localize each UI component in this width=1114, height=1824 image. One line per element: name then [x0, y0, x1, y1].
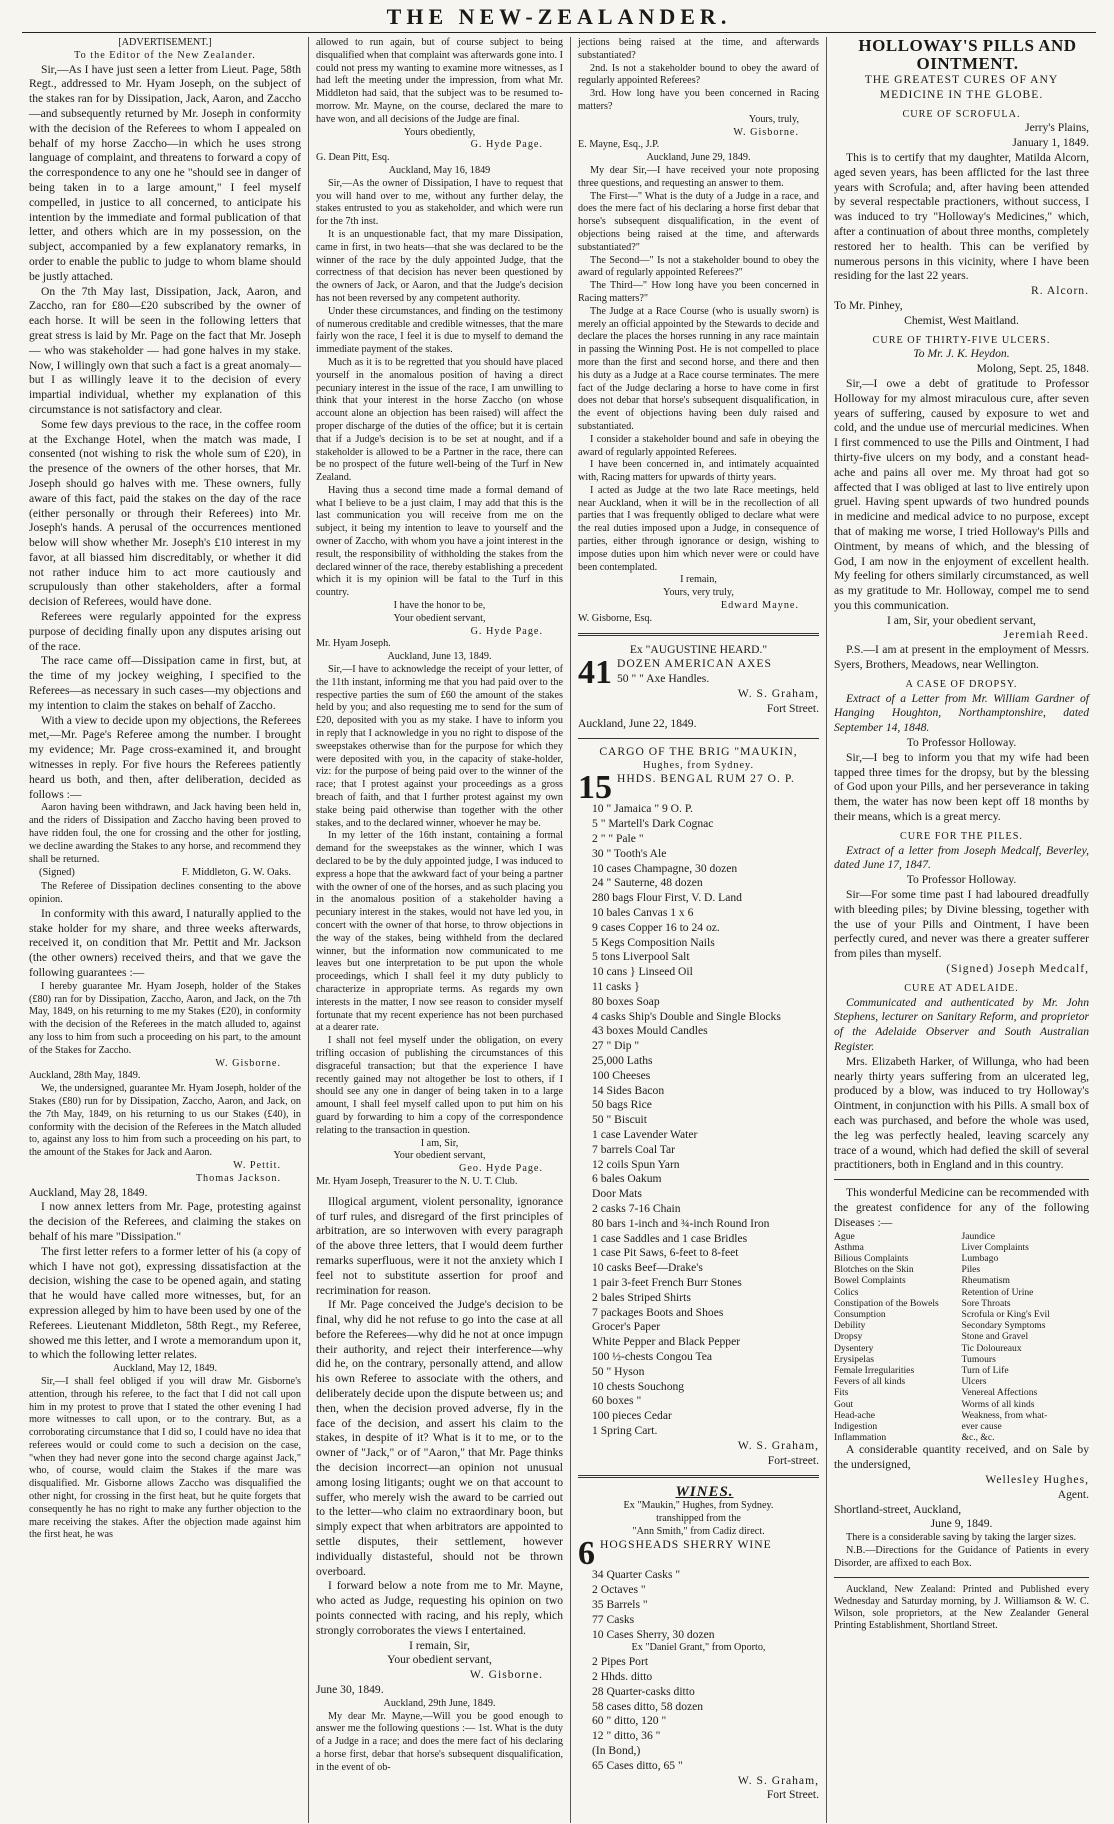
ad-dropcap: 6	[578, 1538, 595, 1569]
letter: I acted as Judge at the two late Race meetings, held near Auckland, when it will be in the recollection of all parties that I was frequently obliged to declare what were the real duties imposed upon a Judge, in consequence of parties, either through ignorance or design, wishing to impose duties upon him which never were or could have been contemplated.	[578, 484, 819, 573]
signature: G. Hyde Page.	[470, 139, 543, 151]
ad-line: 10 Cases Sherry, 30 dozen	[592, 1627, 715, 1641]
ad-subheading: Ex "Maukin," Hughes, from Sydney.	[623, 1500, 774, 1512]
disease-item: Weakness, from what-	[961, 1409, 1048, 1421]
dateline: Auckland, May 12, 1849.	[112, 1363, 218, 1375]
cargo-item: 27 " Dip "	[592, 1039, 640, 1053]
testimonial: Mrs. Elizabeth Harker, of Willunga, who had been nearly thirty years suffering from an ulcerated leg, produced by a blow, was induced to try Holloway's Ointment, in conjunction with his Pills. A small box of each was purchased, and before the whole was used, the leg was perfectly healed, leaving scarcely any trace of a wound, which had defied the skill of several practitioners, both in England and in this country.	[834, 1054, 1089, 1172]
paragraph: Sir,—As I have just seen a letter from Lieut. Page, 58th Regt., addressed to Mr. Hyam Joseph, on the subject of the stakes ran for by Dissipation, Jack, Aaron, and Zaccho—and subsequently returned by Mr. Joseph in conformity with the decision of the Referees to whom I appealed on behalf of my horse Zaccho—in which he uses strong language of complaint, and threatens to forward a copy of the correspondence to any one he "should see in danger of being taken in to a large amount," I feel myself compelled, in justice to all concerned, to anticipate his intention by the immediate and formal publication of that letter, and others which are in my possession, on the subject, accompanied by a few explanatory remarks, in order to enable the public to judge to whom blame should be justly attached.	[29, 62, 301, 283]
testimonial: Sir,—I beg to inform you that my wife had been tapped three times for the dropsy, but by the blessing of God upon your Pills, and her perseverance in taking them, the water has now been kept off 18 months by their means, which is a great mercy.	[834, 750, 1089, 824]
signature: W. S. Graham,	[737, 1773, 819, 1787]
ad-heading: WINES.	[675, 1484, 734, 1501]
cargo-item: 4 casks Ship's Double and Single Blocks	[592, 1009, 781, 1023]
cargo-item: 7 packages Boots and Shoes	[592, 1305, 724, 1319]
disease-item: Liver Complaints	[961, 1241, 1029, 1253]
cargo-item: 25,000 Laths	[592, 1053, 653, 1067]
decision-signatures	[29, 866, 301, 881]
extract-intro: Communicated and authenticated by Mr. John Stephens, lecturer on Sanitary Reform, and proprietor of the Adelaide Observer and South Australian Register.	[834, 995, 1089, 1053]
paragraph: The Referee of Dissipation declines consenting to the above opinion.	[29, 881, 301, 906]
column-3	[570, 37, 826, 1823]
wine-item: 2 Pipes Port	[592, 1655, 649, 1669]
cargo-item: 1 case Pit Saws, 6-feet to 8-feet	[592, 1246, 739, 1260]
question: 3rd. How long have you been concerned in Racing matters?	[578, 88, 819, 112]
letter-continued: allowed to run again, but of course subject to being disqualified when that complaint was afterwards gone into. I could not press my wanting to examine more witnesses, as I had left the meeting under the impression, from what Mr. Middleton had said, that the subject was to be resumed to-morrow. Mr. Mayne, on the course, declared the mare to have won, and all decisions of the Judge are final.	[316, 37, 563, 125]
cargo-item: 10 casks Beef—Drake's	[592, 1261, 703, 1275]
closing: I am, Sir,	[420, 1137, 459, 1149]
section-heading: CURE OF THIRTY-FIVE ULCERS.	[872, 334, 1051, 346]
wine-item: 2 Octaves "	[592, 1583, 646, 1597]
section-heading: A CASE OF DROPSY.	[905, 678, 1018, 690]
referee-decision: Aaron having been withdrawn, and Jack having been held in, and the riders of Dissipation and Zaccho having been proved to have ridden foul, the one for crossing and the other for jostling, we decline awarding the Stakes to any horse, and recommend they shall be returned.	[29, 802, 301, 865]
section-heading: CURE FOR THE PILES.	[900, 830, 1023, 842]
ad-line: HOGSHEADS SHERRY WINE	[600, 1538, 772, 1552]
testimonial: This is to certify that my daughter, Matilda Alcorn, aged seven years, has been afflicted for the last three years with Scrofula; and, after having been attended by several respectable practioners, without success, I was induced to try "Holloway's Medicines," which, after a continuation of about three months, completely restored her to health. This can be verified by numerous persons in this vicinity, where I have been residing for the last 22 years.	[834, 150, 1089, 283]
cargo-item: 2 " " Pale "	[592, 832, 644, 846]
addressee: To Mr. Pinhey,	[834, 298, 903, 312]
cargo-item: Door Mats	[592, 1187, 642, 1201]
divider	[578, 633, 819, 636]
ad-subtitle: MEDICINE IN THE GLOBE.	[879, 87, 1044, 101]
cargo-item: 1 Spring Cart.	[592, 1423, 658, 1437]
letter-address: To the Editor of the New Zealander.	[74, 49, 256, 61]
disease-item: &c., &c.	[961, 1432, 995, 1444]
disease-item: Erysipelas	[834, 1353, 874, 1365]
paragraph: I forward below a note from me to Mr. Mayne, who acted as Judge, requesting his opinion on two points connected with racing, and his reply, which strongly corroborates the views I entertained.	[316, 1579, 563, 1637]
closing: I remain,	[680, 574, 717, 586]
disease-item: Lumbago	[961, 1252, 999, 1264]
dateline: Auckland, May 16, 1849	[388, 164, 491, 176]
dateline: June 9, 1849.	[930, 1517, 993, 1531]
disease-item: Debility	[834, 1320, 866, 1332]
signature: (Signed) Joseph Medcalf,	[946, 962, 1089, 976]
signature-title: Agent.	[1057, 1487, 1089, 1501]
letter: It is an unquestionable fact, that my mare Dissipation, came in first, in two heats—that she was declared to be the winner of the race by the duly appointed Judge, that the correctness of that decision has never been questioned by the owners of Jack, or Aaron, and that the Judge's decision has not been reversed by any competent authority.	[316, 228, 563, 304]
address: Fort Street.	[766, 702, 819, 716]
disease-item: Blotches on the Skin	[834, 1264, 914, 1276]
letter: Sir,—I shall feel obliged if you will draw Mr. Gisborne's attention, through his referee, to the fact that I did not call upon him in my protest to prove that I stated the other evening I had more witnesses to call upon, or to the contrary. But, as a corroborating circumstance that I did so, I could have no idea that referees would or could come to such a decision on the case, "when they had never gone into the second charge against Jack," who, of course, would claim the Stakes if the mare was disqualified. Mr. Gisborne allows Zaccho was disqualified the other night, for crossing in the first heat, but he quite forgets that consequently he has no right to make any further objection to the mare receiving the stakes. After the objection made against him the first heat, he was	[29, 1375, 301, 1541]
signature: W. Gisborne.	[215, 1057, 281, 1069]
wine-item: (In Bond,)	[592, 1744, 641, 1758]
note: There is a considerable saving by taking the larger sizes.	[846, 1532, 1077, 1544]
axes-ad	[578, 657, 819, 687]
disease-item: Indigestion	[834, 1421, 878, 1433]
place: Jerry's Plains,	[1025, 121, 1089, 135]
signed-label: (Signed)	[39, 867, 75, 879]
cargo-item: 80 bars 1-inch and ¾-inch Round Iron	[592, 1216, 770, 1230]
ad-line: 50 " " Axe Handles.	[617, 672, 710, 686]
question: 2nd. Is not a stakeholder bound to obey the award of regularly appointed Referees?	[578, 62, 819, 87]
guarantee: We, the undersigned, guarantee Mr. Hyam Joseph, holder of the Stakes (£80) run for by Dissipation, Zaccho, Aaron, and Jack, on the 7th May, 1849, on his returning to us our Stakes (£40), in conformity with the decision of the Referees in the Match alluded to, against any loss to him from such a proceeding on his part, to the amount of the Stakes for Jack and Aaron.	[29, 1083, 301, 1159]
signature: W. Pettit.	[233, 1159, 281, 1171]
address: Fort-street.	[767, 1453, 819, 1467]
ad-subheading: transhipped from the	[656, 1512, 741, 1524]
disease-item: Secondary Symptoms	[961, 1320, 1046, 1332]
cargo-item: 10 " Jamaica " 9 O. P.	[592, 802, 693, 816]
disease-item: Head-ache	[834, 1409, 876, 1421]
cargo-item: 60 boxes "	[592, 1394, 642, 1408]
ad-line: DOZEN AMERICAN AXES	[617, 657, 772, 671]
letter: I have been concerned in, and intimately acquainted with, Racing matters for upwards of thirty years.	[578, 459, 819, 484]
paragraph: Some few days previous to the race, in the coffee room at the Exchange Hotel, when the match was made, I consented (not wishing to risk the whole sum of £20), in the presence of the owners of the other horses, that Mr. Joseph should go halves with me. These owners, fully aware of this fact, paid the stakes on the day of the race (either personally or through their Referees) into Mr. Joseph's hands. A perusal of the occurrences mentioned below will show whether Mr. Joseph's £10 interest in my favor, at all biassed him discreditably, or whether it did not rather induce him to act more cautiously and scrupulously than other stakeholders, after a formal decision of Referees, would have done.	[29, 417, 301, 609]
addressee: To Professor Holloway.	[906, 873, 1017, 887]
signature: Geo. Hyde Page.	[458, 1163, 543, 1175]
letter: The First—" What is the duty of a Judge in a race, and does the mere fact of his declaring a horse first debar that horse's subsequent disqualification, in the event of objections being raised at the time, and afterwards substantiated?"	[578, 190, 819, 253]
wine-item: 12 " ditto, 36 "	[592, 1729, 661, 1743]
divider	[578, 1475, 819, 1478]
paragraph: If Mr. Page conceived the Judge's decision to be final, why did he not refuse to go into the case at all before the Referees—why did he not at once impugn their authority, and reject their interference—why did he, on the contrary, personally attend, and allow his own Referee to associate with the others, and deliberately decide upon the dispute between us; and then, when the decision proved adverse, fly in the face of the decision, and assert his claim to the stakes, in despite of it? What is it to me, or to the owner of "Jack," or of "Aaron," that Mr. Page thinks the decision incorrect—an opinion not unusual among losing litigants; ought we on that account to suffer, who merely wish the award to be carried out to the letter—who claim no extraordinary boon, but simply expect that when arbitrators are appointed to settle disputes, their settlement, however individually distasteful, should not be thrown overboard.	[316, 1298, 563, 1578]
letter: Having thus a second time made a formal demand of what I believe to be a just claim, I may add that this is the last communication you will receive from me on the subject, it being my intention to leave to yourself and the owner of Zaccho, with whom you have a joint interest in the result, the responsibility of withholding the stakes from the declared winner of the race, thereby establishing a precedent which it is my opinion will be fatal to the Turf in this country.	[316, 484, 563, 599]
paragraph: A considerable quantity received, and on Sale by the undersigned,	[834, 1443, 1089, 1472]
ad-dropcap: 15	[578, 772, 612, 803]
extract-intro: Extract of a letter from Joseph Medcalf, Beverley, dated June 17, 1847.	[834, 843, 1089, 872]
addressee: Mr. Hyam Joseph.	[316, 638, 391, 650]
closing: I am, Sir, your obedient servant,	[887, 613, 1036, 627]
disease-item: Jaundice	[961, 1230, 996, 1242]
signature: Wellesley Hughes,	[985, 1473, 1089, 1487]
paragraph: This wonderful Medicine can be recommended with the greatest confidence for any of the following Diseases :—	[834, 1186, 1089, 1229]
signature: W. S. Graham,	[737, 687, 819, 701]
dateline: Molong, Sept. 25, 1848.	[976, 362, 1089, 376]
signature: R. Alcorn.	[1031, 284, 1089, 298]
paragraph: Illogical argument, violent personality, ignorance of turf rules, and disregard of the first principles of arbitration, are so interwoven with every paragraph of the above three letters, that I would deem further remarks superfluous, were it not the anxiety which I feel not to substitute assertion for proof and recrimination for reason.	[316, 1194, 563, 1297]
cargo-item: 5 tons Liverpool Salt	[592, 950, 690, 964]
letter: Sir,—I have to acknowledge the receipt of your letter, of the 11th instant, informing me that you had paid over to the respective parties the sum of £60 the amount of the stakes held by you; and also requesting me to send for the sum of £20, deposited with you as my stake. I have to inform you in reply that I acknowledge in you no right to dispose of the sweepstakes otherwise than for the purpose for which they were deposited with you, in the capacity of stake-holder, viz: for the purpose of being paid over to the winner of the race; that I protest against your proceedings as a gross breach of faith, and that I further protest against my own stake being paid otherwise than together with the other stakes, and to the declared winner, whoever he may be.	[316, 664, 563, 829]
disease-item: Bowel Complaints	[834, 1275, 906, 1287]
disease-item: Asthma	[834, 1241, 864, 1253]
disease-item: Turn of Life	[961, 1365, 1009, 1376]
cargo-item: 7 barrels Coal Tar	[592, 1142, 676, 1156]
cargo-item: 2 casks 7-16 Chain	[592, 1201, 681, 1215]
cargo-item: 50 " Hyson	[592, 1364, 645, 1378]
closing: Yours, very truly,	[663, 587, 734, 599]
ad-subtitle: THE GREATEST CURES OF ANY	[864, 73, 1059, 86]
cargo-item: 30 " Tooth's Ale	[592, 846, 667, 860]
column-2	[308, 37, 570, 1823]
wine-item: 77 Casks	[592, 1612, 635, 1626]
cargo-item: 11 casks }	[592, 980, 640, 993]
disease-item: Worms of all kinds	[961, 1398, 1035, 1410]
signature: W. Gisborne.	[469, 1668, 543, 1682]
disease-item: Dropsy	[834, 1331, 863, 1343]
cargo-item: 5 " Martell's Dark Cognac	[592, 817, 714, 831]
extract-intro: Extract of a Letter from Mr. William Gardner of Hanging Houghton, Northamptonshire, dated September 14, 1848.	[834, 691, 1089, 735]
section-heading: CURE AT ADELAIDE.	[904, 982, 1019, 994]
ad-title: HOLLOWAY'S PILLS AND	[858, 37, 1077, 55]
columns	[22, 37, 1096, 1823]
disease-item: Retention of Urine	[961, 1286, 1034, 1298]
signature: W. S. Graham,	[737, 1438, 819, 1452]
address: Shortland-street, Auckland,	[834, 1502, 962, 1516]
testimonial: Sir—For some time past I had laboured dreadfully with bleeding piles; by Divine blessing, together with the use of your Pills and Ointment, I have been perfectly cured, and never was there a greater sufferer from piles than myself.	[834, 888, 1089, 961]
paragraph: I now annex letters from Mr. Page, protesting against the decision of the Referees, and claiming the stakes on behalf of his mare "Dissipation."	[29, 1200, 301, 1243]
disease-item: Female Irregularities	[834, 1365, 915, 1376]
addressee: To Mr. J. K. Heydon.	[913, 347, 1010, 361]
cargo-item: 12 coils Spun Yarn	[592, 1157, 680, 1171]
cargo-item: 100 pieces Cedar	[592, 1409, 672, 1423]
dateline: Auckland, 29th June, 1849.	[383, 1697, 496, 1709]
signature: G. Hyde Page.	[470, 625, 543, 637]
disease-item: Sore Throats	[961, 1297, 1011, 1309]
disease-item: Fevers of all kinds	[834, 1376, 906, 1388]
cargo-item: White Pepper and Black Pepper	[592, 1335, 741, 1349]
paragraph: The race came off—Dissipation came in first, but, at the time of my jockey weighing, I specified to the Referees—as necessary in such cases—my objections and my intention to claim the stakes on behalf of Zaccho.	[29, 654, 301, 712]
dateline: Auckland, June 22, 1849.	[578, 717, 697, 731]
section-heading: CURE OF SCROFULA.	[902, 108, 1021, 120]
disease-item: ever cause	[961, 1421, 1002, 1433]
paragraph: Referees were regularly appointed for the express purpose of deciding finally upon any disputes arising out of the race.	[29, 610, 301, 653]
disease-item: Tumours	[961, 1353, 996, 1365]
wine-item: 60 " ditto, 120 "	[592, 1714, 667, 1728]
disease-item: Constipation of the Bowels	[834, 1297, 939, 1309]
disease-item: Stone and Gravel	[961, 1331, 1029, 1343]
signature: Thomas Jackson.	[195, 1172, 281, 1184]
closing: I have the honor to be,	[393, 600, 486, 612]
closing: Your obedient servant,	[393, 1150, 486, 1162]
cargo-item: 10 chests Souchong	[592, 1379, 685, 1393]
signature: Edward Mayne.	[720, 600, 799, 612]
disease-item: Gout	[834, 1398, 854, 1410]
cargo-item: 50 " Biscuit	[592, 1113, 647, 1127]
note: N.B.—Directions for the Guidance of Patients in every Disorder, are affixed to each Box.	[834, 1545, 1089, 1569]
addressee: W. Gisborne, Esq.	[578, 612, 653, 624]
closing: I remain, Sir,	[409, 1638, 470, 1652]
cargo-item: 80 boxes Soap	[592, 994, 660, 1008]
cargo-list	[578, 802, 819, 1438]
advertisement-tag: [ADVERTISEMENT.]	[118, 37, 212, 48]
cargo-item: 9 cases Copper 16 to 24 oz.	[592, 920, 720, 934]
disease-item: Colics	[834, 1286, 859, 1298]
guarantee: I hereby guarantee Mr. Hyam Joseph, holder of the Stakes (£80) ran for by Dissipation, Zaccho, Aaron, and Jack, on the 7th May, 1849, on his returning to me my Stakes (£20), in conformity with the decision of the Referees in the match alluded to, against any loss to him from such a proceeding on his part, to the amount of the Stakes for Zaccho.	[29, 980, 301, 1056]
letter: I consider a stakeholder bound and safe in obeying the award of regularly appointed Referees.	[578, 433, 819, 458]
cargo-item: 10 bales Canvas 1 x 6	[592, 906, 694, 920]
cargo-item: 2 bales Striped Shirts	[592, 1290, 691, 1304]
divider	[834, 1179, 1089, 1180]
cargo-item: 1 pair 3-feet French Burr Stones	[592, 1275, 742, 1289]
wine-item: 2 Hhds. ditto	[592, 1670, 653, 1684]
masthead: THE NEW-ZEALANDER.	[22, 4, 1096, 33]
paragraph: In conformity with this award, I naturally applied to the stake holder for my share, and three weeks afterwards, received it, on condition that Mr. Pettit and Mr. Jackson (the other owners) received theirs, and that we gave the following guarantees :—	[29, 906, 301, 979]
cargo-item: 100 Cheeses	[592, 1068, 651, 1082]
cargo-item: 1 case Saddles and 1 case Bridles	[592, 1231, 748, 1245]
wine-item: 58 cases ditto, 58 dozen	[592, 1699, 704, 1713]
cargo-item: 1 case Lavender Water	[592, 1127, 698, 1141]
letter: Sir,—As the owner of Dissipation, I have to request that you will hand over to me, without any further delay, the stakes entrusted to you as stakeholder, and which were run for the 7th inst.	[316, 177, 563, 228]
letter: The Third—" How long have you been concerned in Racing matters?"	[578, 280, 819, 304]
wines-list-2	[578, 1655, 819, 1773]
signature: Jeremiah Reed.	[1003, 628, 1089, 642]
cargo-first-line	[578, 772, 819, 802]
disease-item: Consumption	[834, 1308, 886, 1320]
diseases-table	[834, 1231, 1089, 1444]
closing: Yours, truly,	[748, 113, 799, 125]
cargo-item: 6 bales Oakum	[592, 1172, 662, 1186]
cargo-item: 24 " Sauterne, 48 dozen	[592, 876, 703, 890]
disease-item: Ulcers	[961, 1376, 987, 1388]
diseases-left	[834, 1231, 962, 1444]
disease-item: Venereal Affections	[961, 1387, 1038, 1399]
closing: Your obedient servant,	[387, 1653, 492, 1667]
cargo-item: 14 Sides Bacon	[592, 1083, 665, 1097]
letter-continued: jections being raised at the time, and afterwards substantiated?	[578, 37, 819, 61]
addressee: E. Mayne, Esq., J.P.	[578, 139, 660, 151]
wines-first-line	[578, 1538, 819, 1568]
dateline: January 1, 1849.	[1012, 136, 1089, 150]
cargo-item: Grocer's Paper	[592, 1320, 661, 1334]
letter: The Second—" Is not a stakeholder bound to obey the award of regularly appointed Referees?"	[578, 254, 819, 279]
wine-item: 34 Quarter Casks "	[592, 1568, 681, 1582]
ad-line: HHDS. BENGAL RUM 27 O. P.	[617, 772, 795, 786]
cargo-item: 50 bags Rice	[592, 1098, 652, 1112]
dateline: Auckland, May 28, 1849.	[29, 1185, 148, 1199]
disease-item: Rheumatism	[961, 1275, 1010, 1287]
wines-list	[578, 1568, 819, 1627]
ad-heading: CARGO OF THE BRIG "MAUKIN,	[599, 744, 798, 758]
cargo-item: 43 boxes Mould Candles	[592, 1024, 708, 1038]
disease-item: Dysentery	[834, 1342, 874, 1354]
dateline: Auckland, June 13, 1849.	[387, 651, 492, 663]
signature: W. Gisborne.	[733, 126, 799, 138]
wine-item: 35 Barrels "	[592, 1598, 648, 1612]
column-1	[22, 37, 308, 1823]
letter: In my letter of the 16th instant, containing a formal demand for the sweepstakes as the winner, which I was declared to be by the duly appointed judge, I was induced to express a hope that the awkward fact of your being a partner with the owner of one of the horses, and as such placing you in the anomalous position of a stakeholder having a pecuniary interest in the stakes, would not have led you, in concert with the owner of that horse, to throw objections in the way of the stakes, being withheld from the declared winner, but the information now communicated to me leaves but one interpretation to be put upon the whole proceedings, which I shall feel it my duty publicly to characterize in appropriate terms. As regards my own interests in the matter, I now see reason to consider myself fortunate that my recent experience has not been purchased at a dearer rate.	[316, 830, 563, 1034]
closing: Yours obediently,	[403, 126, 476, 138]
cargo-item: 5 Kegs Composition Nails	[592, 935, 715, 949]
diseases-right	[962, 1231, 1090, 1444]
ad-subheading: Hughes, from Sydney.	[642, 759, 754, 771]
disease-item: Bilious Complaints	[834, 1252, 909, 1264]
dateline: June 30, 1849.	[316, 1683, 384, 1697]
disease-item: Scrofula or King's Evil	[961, 1308, 1050, 1320]
disease-item: Tic Doloureaux	[961, 1342, 1022, 1354]
column-4	[826, 37, 1096, 1823]
closing: Your obedient servant,	[393, 612, 486, 624]
divider	[834, 1577, 1089, 1578]
wine-item: 28 Quarter-casks ditto	[592, 1684, 695, 1698]
disease-item: Piles	[961, 1264, 981, 1276]
cargo-item: 280 bags Flour First, V. D. Land	[592, 891, 742, 905]
cargo-item: 10 cans } Linseed Oil	[592, 965, 693, 979]
letter: I shall not feel myself under the obligation, on every trifling occasion of publishing the circumstances of this disgraceful transaction; but that the experience I have recently gained may not altogether be lost to others, if I should see any one in danger of being taken in to a large amount, I shall feel myself called upon to put him on his guard by forwarding to him a copy of the correspondence relating to the transaction in question.	[316, 1035, 563, 1136]
cargo-item: 10 cases Champagne, 30 dozen	[592, 861, 738, 875]
letter: Much as it is to be regretted that you should have placed yourself in the anomalous position of having a direct pecuniary interest in the issue of the race, I am unwilling to think that your interest in the horse Zaccho (on whose account alone an objection has been raised) will affect the proper discharge of the duties of the office; but it is certain that if a Judge's decision is to be set at nought, and if a stakeholder is allowed to be a Partner in the race, there can be no prospect of the future well-being of the Turf in New Zealand.	[316, 356, 563, 484]
signature: F. Middleton, G. W. Oaks.	[181, 867, 291, 879]
disease-item: Ague	[834, 1230, 855, 1242]
paragraph: On the 7th May last, Dissipation, Jack, Aaron, and Zaccho, ran for £80—£20 subscribed by the owner of each horse. It will be seen in the following letters that great stress is laid by Mr. Page on the fact that Mr. Joseph— who was stakeholder — had gone halves in my stake. Now, I willingly own that such a fact is a great anomaly—but I as willingly leave it to the decision of every impartial individual, whether my explanation of this circumstance is not satisfactory and clear.	[29, 284, 301, 416]
addressee: G. Dean Pitt, Esq.	[316, 152, 390, 164]
wine-item: 65 Cases ditto, 65 "	[592, 1758, 683, 1772]
disease-item: Inflammation	[834, 1432, 887, 1444]
ad-dropcap: 41	[578, 657, 612, 688]
dateline: Auckland, 28th May, 1849.	[29, 1070, 141, 1082]
divider	[578, 738, 819, 739]
dateline: Auckland, June 29, 1849.	[646, 152, 751, 164]
ad-heading: Ex "AUGUSTINE HEARD."	[629, 642, 768, 656]
cargo-item: 100 ½-chests Congou Tea	[592, 1349, 713, 1363]
imprint-footer: Auckland, New Zealand: Printed and Published every Wednesday and Saturday morning, by J. Williamson & W. C. Wilson, sole proprietors, at the New Zealander General Printing Establishment, Shortland Street.	[834, 1583, 1089, 1631]
paragraph: The first letter refers to a former letter of his (a copy of which I have not got), expressing dissatisfaction at the decision, wishing the case to be opened again, and stating that he would have called more witnesses, but, for an expression alleged by him to have been used by one of the Referees. Lieutenant Middleton, 58th Regt., my Referee, showed me this letter, and I wrote a memorandum upon it, to which the following letter relates.	[29, 1244, 301, 1362]
letter: My dear Sir,—I have received your note proposing three questions, and requesting an answer to them.	[578, 164, 819, 189]
postscript: P.S.—I am at present in the employment of Messrs. Syers, Brothers, Meadows, near Wellington.	[834, 643, 1089, 672]
ad-subheading: "Ann Smith," from Cadiz direct.	[632, 1525, 765, 1537]
addressee: Chemist, West Maitland.	[904, 313, 1019, 327]
ad-subheading: Ex "Daniel Grant," from Oporto,	[631, 1642, 766, 1654]
addressee: To Professor Holloway.	[906, 736, 1017, 750]
address: Fort Street.	[766, 1788, 819, 1802]
paragraph: With a view to decide upon my objections, the Referees met,—Mr. Page's Referee among the number. I brought my evidence; Mr. Page cross-examined it, and brought witnesses in reply. For five hours the Referees patiently heard us both, and then, after deliberation, decided as follows :—	[29, 713, 301, 801]
addressee: Mr. Hyam Joseph, Treasurer to the N. U. T. Club.	[316, 1175, 518, 1187]
letter: Under these circumstances, and finding on the testimony of numerous creditable and credible witnesses, that the mare fairly won the race, I feel it is due to myself to demand the immediate payment of the stakes.	[316, 305, 563, 356]
letter: My dear Mr. Mayne,—Will you be good enough to answer me the following questions :— 1st. What is the duty of a Judge in a race; and does the mere fact of his declaring a horse first, debar that horse's subsequent disqualification, in the event of ob-	[316, 1710, 563, 1773]
testimonial: Sir,—I owe a debt of gratitude to Professor Holloway for my almost miraculous cure, after seven years of suffering, caused by exposure to wet and cold, and the undue use of mercurial medicines. When I first commenced to use the Pills and Ointment, I had thirty-five ulcers on my body, and a constant head-ache and pains all over me. My throat had got so affected that I was obliged at last to live entirely upon gruel. Having spent upwards of two hundred pounds in medicine and medical advice to no purpose, except that of making me worse, I tried Holloway's Pills and Ointment, by means of which, and the blessing of God, I am now in the enjoyment of excellent health. My feeling for others similarly circumstanced, as well as my gratitude to Mr. Holloway, compel me to send you this communication.	[834, 376, 1089, 612]
disease-item: Fits	[834, 1387, 849, 1399]
ad-title: OINTMENT.	[916, 54, 1019, 73]
letter: The Judge at a Race Course (who is usually sworn) is merely an official appointed by the Stewards to decide and declare the places the horses running in any race maintain in passing the Winning Post. He is not compelled to place more than the first and second horse, and there and then his duty as a Judge at a Race course terminates. The mere fact of the Judge declaring a horse to have come in first does not debar that horse's subsequent disqualification, in the event of objections having been duly raised and substantiated.	[578, 305, 819, 432]
